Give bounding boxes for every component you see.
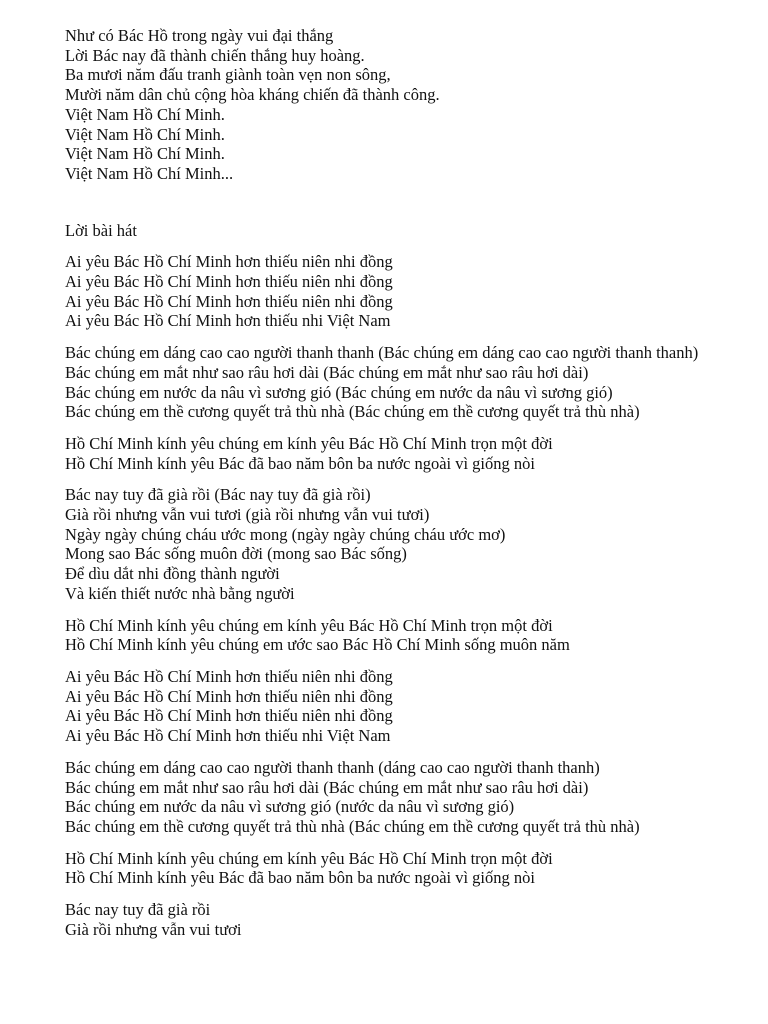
text-line: Bác chúng em mắt như sao râu hơi dài (Bác chúng em mắt như sao râu hơi dài) [65, 362, 589, 382]
text-line: Ai yêu Bác Hồ Chí Minh hơn thiếu niên nhi đồng [65, 686, 393, 706]
text-line: Già rồi nhưng vẫn vui tươi [65, 919, 242, 939]
text-line: Hồ Chí Minh kính yêu chúng em ước sao Bác Hồ Chí Minh sống muôn năm [65, 635, 570, 655]
verse-stanza [65, 485, 725, 603]
chorus-stanza [65, 252, 725, 331]
text-line: Và kiến thiết nước nhà bằng người [65, 583, 295, 603]
text-line: Bác chúng em mắt như sao râu hơi dài (Bác chúng em mắt như sao râu hơi dài) [65, 777, 589, 797]
text-line: Ngày ngày chúng cháu ước mong (ngày ngày chúng cháu ước mơ) [65, 524, 506, 544]
text-line: Mong sao Bác sống muôn đời (mong sao Bác sống) [65, 544, 407, 564]
refrain-stanza [65, 849, 725, 888]
text-line: Bác chúng em dáng cao cao người thanh thanh (Bác chúng em dáng cao cao người thanh thanh) [65, 343, 699, 363]
text-line: Bác chúng em nước da nâu vì sương gió (Bác chúng em nước da nâu vì sương gió) [65, 382, 613, 402]
lyrics-heading [65, 221, 725, 241]
text-line: Việt Nam Hồ Chí Minh. [65, 124, 225, 144]
text-line: Hồ Chí Minh kính yêu Bác đã bao năm bôn ba nước ngoài vì giống nòi [65, 868, 535, 888]
verse-stanza [65, 900, 725, 939]
text-line: Ai yêu Bác Hồ Chí Minh hơn thiếu niên nhi đồng [65, 706, 393, 726]
text-line: Bác chúng em thề cương quyết trả thù nhà (Bác chúng em thề cương quyết trả thù nhà) [65, 402, 640, 422]
refrain-stanza [65, 616, 725, 655]
text-line: Hồ Chí Minh kính yêu chúng em kính yêu Bác Hồ Chí Minh trọn một đời [65, 615, 553, 635]
text-line: Việt Nam Hồ Chí Minh... [65, 163, 234, 183]
text-line: Hồ Chí Minh kính yêu chúng em kính yêu Bác Hồ Chí Minh trọn một đời [65, 433, 553, 453]
text-line: Ai yêu Bác Hồ Chí Minh hơn thiếu nhi Việt Nam [65, 726, 391, 746]
document-page [65, 26, 725, 939]
text-line: Việt Nam Hồ Chí Minh. [65, 144, 225, 164]
text-line: Bác chúng em thề cương quyết trả thù nhà (Bác chúng em thề cương quyết trả thù nhà) [65, 816, 640, 836]
text-line: Ai yêu Bác Hồ Chí Minh hơn thiếu niên nhi đồng [65, 272, 393, 292]
text-line: Hồ Chí Minh kính yêu Bác đã bao năm bôn ba nước ngoài vì giống nòi [65, 453, 535, 473]
text-line: Ai yêu Bác Hồ Chí Minh hơn thiếu niên nhi đồng [65, 666, 393, 686]
text-line: Ai yêu Bác Hồ Chí Minh hơn thiếu nhi Việt Nam [65, 311, 391, 331]
text-line: Việt Nam Hồ Chí Minh. [65, 104, 225, 124]
text-line: Bác nay tuy đã già rồi [65, 900, 211, 920]
text-line: Như có Bác Hồ trong ngày vui đại thắng [65, 26, 334, 45]
text-line: Mười năm dân chủ cộng hòa kháng chiến đã thành công. [65, 85, 440, 105]
intro-stanza [65, 26, 725, 184]
text-line: Hồ Chí Minh kính yêu chúng em kính yêu Bác Hồ Chí Minh trọn một đời [65, 848, 553, 868]
refrain-stanza [65, 434, 725, 473]
text-line: Lời Bác nay đã thành chiến thắng huy hoàng. [65, 45, 365, 65]
verse-stanza [65, 343, 725, 422]
text-line: Già rồi nhưng vẫn vui tươi (già rồi nhưng vẫn vui tươi) [65, 505, 430, 525]
verse-stanza [65, 758, 725, 837]
text-line: Để dìu dắt nhi đồng thành người [65, 564, 280, 584]
text-line: Ai yêu Bác Hồ Chí Minh hơn thiếu niên nhi đồng [65, 291, 393, 311]
text-line: Bác chúng em nước da nâu vì sương gió (nước da nâu vì sương gió) [65, 797, 515, 817]
text-line: Bác chúng em dáng cao cao người thanh thanh (dáng cao cao người thanh thanh) [65, 757, 600, 777]
text-line: Bác nay tuy đã già rồi (Bác nay tuy đã già rồi) [65, 485, 371, 505]
chorus-stanza [65, 667, 725, 746]
text-line: Ai yêu Bác Hồ Chí Minh hơn thiếu niên nhi đồng [65, 252, 393, 272]
section-heading: Lời bài hát [65, 220, 137, 240]
text-line: Ba mươi năm đấu tranh giành toàn vẹn non sông, [65, 65, 391, 85]
